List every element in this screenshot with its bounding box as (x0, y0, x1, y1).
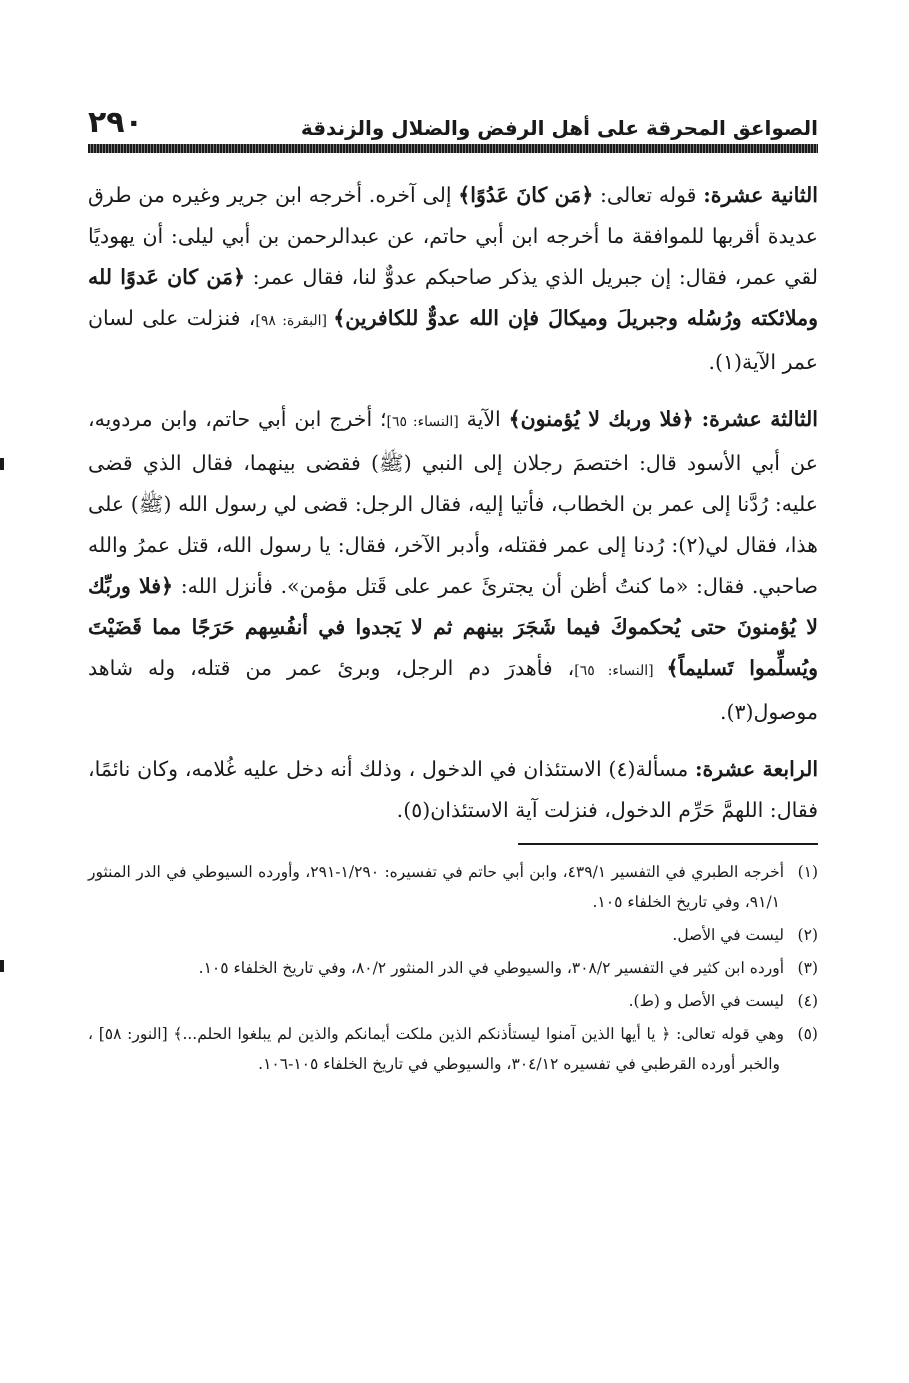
quran-verse: ﴿مَن كانَ عَدُوًا﴾ (458, 183, 594, 207)
verse-reference: [النساء: ٦٥] (574, 663, 667, 679)
section-paragraph (88, 399, 818, 733)
scan-edge-mark (0, 960, 4, 972)
footnote-number: (٢) (797, 926, 818, 944)
footnote (88, 986, 818, 1016)
text-run: الآية (458, 407, 509, 431)
footnote-separator (518, 843, 818, 845)
scan-edge-mark (0, 458, 4, 470)
section-paragraph (88, 749, 818, 831)
section-fourteenth (88, 749, 818, 831)
quran-verse: ﴿فلا وربك لا يُؤمنون﴾ (508, 407, 694, 431)
footnote (88, 1019, 818, 1079)
quran-verse: ﴿مَن كان عَدوًا لله وملائكته ورُسُله وجبريلَ وميكالَ فإن الله عدوٌّ للكافرين﴾ (88, 265, 818, 330)
header-rule (88, 144, 818, 153)
section-label: الثالثة عشرة: (701, 407, 818, 431)
section-paragraph (88, 175, 818, 383)
footnote-text: ليست في الأصل. (672, 926, 784, 944)
footnotes (88, 857, 818, 1079)
footnote-number: (١) (797, 863, 819, 881)
quran-verse: ﴿فلا وربِّك لا يُؤمنونَ حتى يُحكموكَ فيما شَجَرَ بينهم ثم لا يَجدوا في أنفُسِهم حَرَجًا مما قَضَيْتَ ويُسلِّموا تَسليماً﴾ (88, 574, 819, 680)
text-run: مسألة(٤) الاستئذان في الدخول ، وذلك أنه دخل عليه غُلامه، وكان نائمًا، فقال: اللهمَّ حَرِّم الدخول، فنزلت آية الاستئذان(٥). (88, 757, 818, 822)
text-run: ، فنزلت على لسان عمر الآية(١). (88, 306, 818, 374)
page-header (88, 96, 818, 140)
page-number: ٢٩٠ (88, 105, 143, 140)
section-thirteenth (88, 399, 818, 733)
footnote-number: (٣) (797, 959, 818, 977)
footnote (88, 857, 818, 917)
text-run (694, 407, 702, 431)
text-run: ، فأهدرَ دم الرجل، وبرئ عمر من قتله، وله شاهد موصول(٣). (88, 656, 818, 724)
footnote (88, 953, 818, 983)
running-title: الصواعق المحرقة على أهل الرفض والضلال والزندقة (300, 116, 818, 140)
section-label: الرابعة عشرة: (694, 757, 819, 781)
section-twelfth (88, 175, 818, 383)
footnote-number: (٥) (797, 1025, 818, 1043)
text-run: ؛ أخرج ابن أبي حاتم، وابن مردويه، عن أبي الأسود قال: اختصمَ رجلان إلى النبي (ﷺ) فقضى بينهما، فقال الذي قضى عليه: رُدَّنا إلى عمر بن الخطاب، فأتيا إليه، فقال الرجل: قضى لي رسول الله (ﷺ) على هذا، فقال لي(٢): رُدنا إلى عمر فقتله، وأدبر الآخر، فقال: يا رسول الله، قتل عمرُ والله صاحبي. فقال: «ما كنتُ أظن أن يجترئَ عمر على قَتل مؤمن». فأنزل الله: (88, 407, 819, 598)
verse-reference: [النساء: ٦٥] (386, 414, 459, 430)
footnote-text: أورده ابن كثير في التفسير ٣٠٨/٢، والسيوطي في الدر المنثور ٨٠/٢، وفي تاريخ الخلفاء ١٠٥. (198, 959, 784, 977)
section-label: الثانية عشرة: (703, 183, 818, 207)
footnote (88, 920, 818, 950)
verse-reference: [البقرة: ٩٨] (255, 313, 334, 329)
text-run: قوله تعالى: (593, 183, 704, 207)
footnote-text: أخرجه الطبري في التفسير ٤٣٩/١، وابن أبي حاتم في تفسيره: ١/٢٩٠-٢٩١، وأورده السيوطي في الدر المنثور ٩١/١، وفي تاريخ الخلفاء ١٠٥. (88, 863, 785, 911)
footnote-text: ليست في الأصل و (ط). (628, 992, 784, 1010)
footnote-text: وهي قوله تعالى: ﴿ يا أيها الذين آمنوا ليستأذنكم الذين ملكت أيمانكم والذين لم يبلغوا الحلم...﴾ [النور: ٥٨] ، والخبر أورده القرطبي في تفسيره ٣٠٤/١٢، والسيوطي في تاريخ الخلفاء ١٠٥-١٠٦. (88, 1025, 784, 1073)
book-page (88, 96, 818, 1346)
text-run: إلى آخره. أخرجه ابن جرير وغيره من طرق عديدة أقربها للموافقة ما أخرجه ابن أبي حاتم، عن عبدالرحمن بن أبي ليلى: أن يهوديًا لقي عمر، فقال: إن جبريل الذي يذكر صاحبكم عدوٌّ لنا، فقال عمر: (88, 183, 818, 289)
footnote-number: (٤) (797, 992, 818, 1010)
